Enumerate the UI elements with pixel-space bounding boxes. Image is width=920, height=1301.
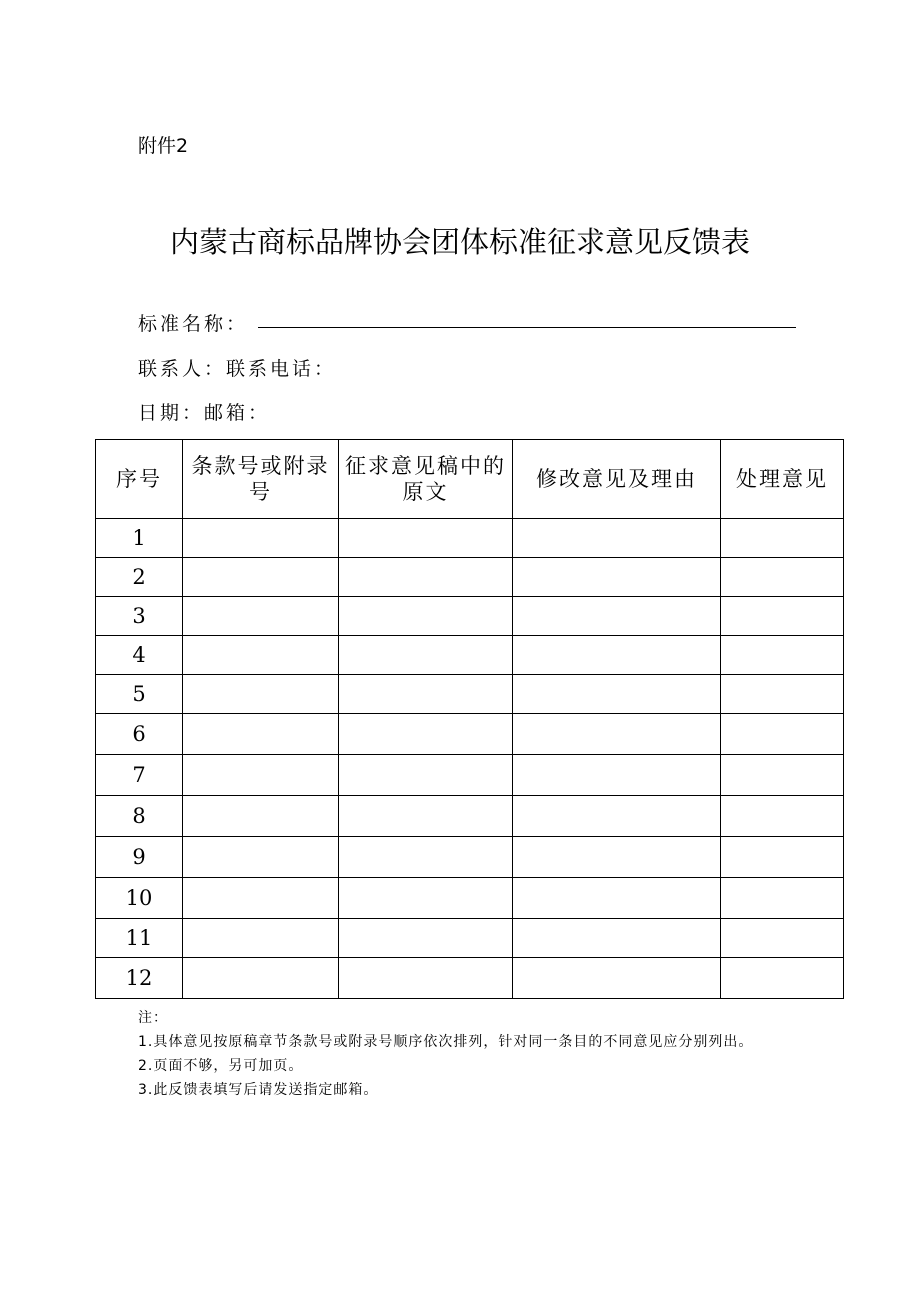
table-cell[interactable] (339, 558, 513, 597)
table-row (96, 837, 844, 878)
table-cell[interactable] (721, 837, 844, 878)
table-cell[interactable] (183, 519, 339, 558)
table-cell[interactable] (513, 958, 721, 999)
table-cell[interactable] (721, 597, 844, 636)
table-cell[interactable] (183, 878, 339, 919)
table-cell[interactable] (339, 919, 513, 958)
row-number: 3 (96, 597, 183, 636)
table-cell[interactable] (183, 796, 339, 837)
table-cell[interactable] (513, 755, 721, 796)
table-row (96, 919, 844, 958)
table-cell[interactable] (339, 675, 513, 714)
table-cell[interactable] (339, 958, 513, 999)
table-cell[interactable] (721, 714, 844, 755)
notes (138, 1006, 753, 1102)
table-cell[interactable] (183, 675, 339, 714)
table-cell[interactable] (183, 636, 339, 675)
table-cell[interactable] (339, 519, 513, 558)
attachment-label: 附件2 (138, 135, 189, 157)
feedback-table (95, 439, 844, 999)
table-cell[interactable] (513, 796, 721, 837)
row-number: 5 (96, 675, 183, 714)
table-cell[interactable] (721, 958, 844, 999)
table-cell[interactable] (339, 597, 513, 636)
table-cell[interactable] (183, 919, 339, 958)
table-cell[interactable] (513, 919, 721, 958)
table-cell[interactable] (183, 755, 339, 796)
row-number: 1 (96, 519, 183, 558)
row-number: 9 (96, 837, 183, 878)
page-title: 内蒙古商标品牌协会团体标准征求意见反馈表 (169, 225, 750, 259)
row-number: 4 (96, 636, 183, 675)
table-cell[interactable] (183, 597, 339, 636)
row-number: 6 (96, 714, 183, 755)
table-row (96, 597, 844, 636)
table-cell[interactable] (513, 636, 721, 675)
table-cell[interactable] (183, 714, 339, 755)
table-cell[interactable] (513, 558, 721, 597)
table-cell[interactable] (339, 714, 513, 755)
table-row (96, 675, 844, 714)
header-modification: 修改意见及理由 (513, 440, 721, 519)
row-number: 2 (96, 558, 183, 597)
table-row (96, 796, 844, 837)
table-cell[interactable] (183, 837, 339, 878)
row-number: 12 (96, 958, 183, 999)
notes-heading: 注： (138, 1010, 168, 1026)
table-cell[interactable] (183, 958, 339, 999)
table-row (96, 714, 844, 755)
table-cell[interactable] (513, 878, 721, 919)
row-number: 11 (96, 919, 183, 958)
row-number: 7 (96, 755, 183, 796)
table-cell[interactable] (721, 558, 844, 597)
table-row (96, 958, 844, 999)
table-cell[interactable] (513, 837, 721, 878)
header-original-text: 征求意见稿中的原文 (339, 440, 513, 519)
note-item: 3.此反馈表填写后请发送指定邮箱。 (138, 1082, 379, 1098)
table-cell[interactable] (513, 597, 721, 636)
table-row (96, 519, 844, 558)
standard-name-field[interactable] (258, 327, 796, 328)
table-row (96, 878, 844, 919)
table-cell[interactable] (339, 755, 513, 796)
table-cell[interactable] (183, 558, 339, 597)
header-handling: 处理意见 (721, 440, 844, 519)
table-row (96, 755, 844, 796)
table-cell[interactable] (513, 519, 721, 558)
header-seq: 序号 (96, 440, 183, 519)
table-cell[interactable] (721, 675, 844, 714)
table-cell[interactable] (721, 878, 844, 919)
table-cell[interactable] (721, 919, 844, 958)
note-item: 1.具体意见按原稿章节条款号或附录号顺序依次排列，针对同一条目的不同意见应分别列出。 (138, 1034, 754, 1050)
table-row (96, 558, 844, 597)
table-cell[interactable] (339, 837, 513, 878)
table-cell[interactable] (513, 714, 721, 755)
table-cell[interactable] (339, 636, 513, 675)
table-row (96, 636, 844, 675)
table-cell[interactable] (513, 675, 721, 714)
date-email-label: 日期：邮箱： (138, 402, 271, 424)
standard-name-label: 标准名称： (138, 313, 249, 335)
table-cell[interactable] (721, 519, 844, 558)
contact-label: 联系人：联系电话： (138, 358, 337, 380)
note-item: 2.页面不够，另可加页。 (138, 1058, 304, 1074)
table-cell[interactable] (339, 878, 513, 919)
table-cell[interactable] (721, 636, 844, 675)
header-clause: 条款号或附录号 (183, 440, 339, 519)
table-cell[interactable] (339, 796, 513, 837)
table-header-row (96, 440, 844, 519)
table-cell[interactable] (721, 755, 844, 796)
row-number: 8 (96, 796, 183, 837)
table-cell[interactable] (721, 796, 844, 837)
row-number: 10 (96, 878, 183, 919)
